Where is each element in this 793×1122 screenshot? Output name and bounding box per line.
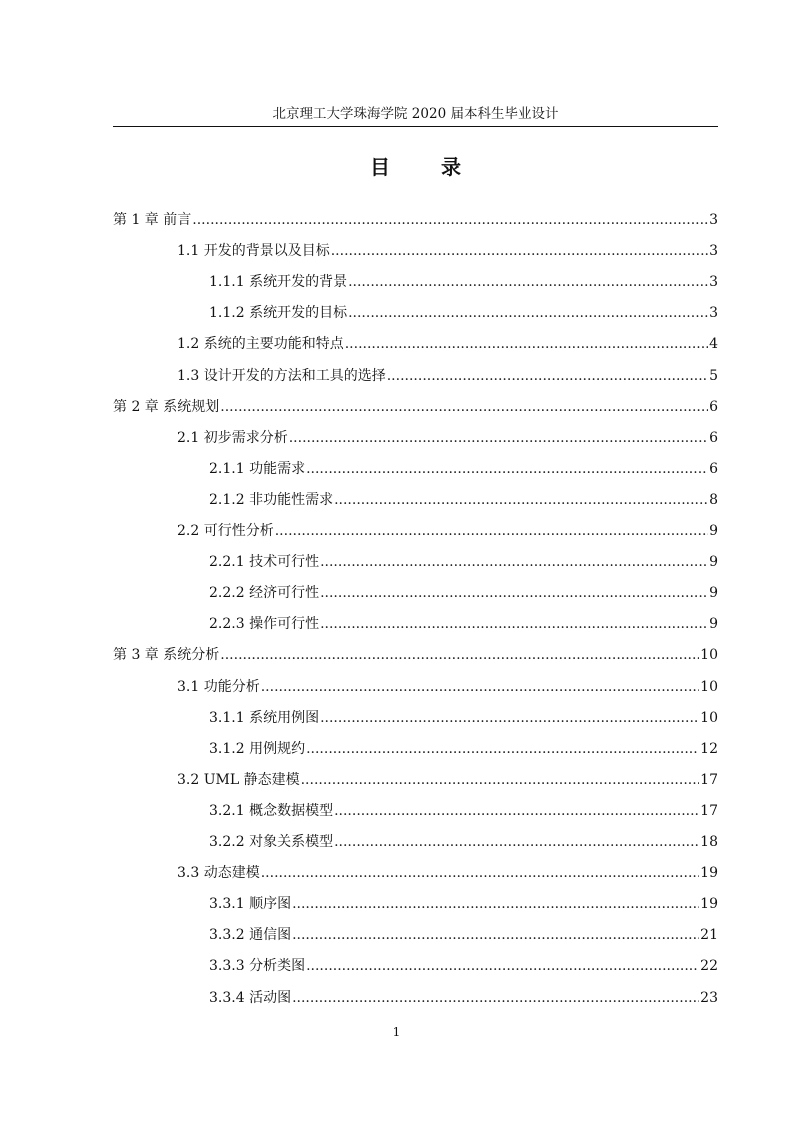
- toc-entry-page: 17: [700, 771, 718, 788]
- dot-leader: [220, 645, 699, 665]
- toc-entry-page: 10: [700, 709, 718, 726]
- toc-entry-page: 19: [700, 896, 718, 913]
- dot-leader: [334, 490, 708, 510]
- toc-entry[interactable]: [209, 988, 718, 1008]
- toc-entry-label: 3.3 动态建模: [177, 865, 260, 882]
- dot-leader: [261, 677, 699, 697]
- toc-entry-label: 3.3.3 分析类图: [209, 958, 306, 975]
- toc-entry-label: 1.1 开发的背景以及目标: [177, 243, 330, 260]
- toc-entry[interactable]: [177, 366, 718, 386]
- toc-entry-label: 3.2.1 概念数据模型: [209, 802, 334, 819]
- dot-leader: [348, 303, 708, 323]
- toc-entry[interactable]: [209, 459, 718, 479]
- toc-entry[interactable]: [209, 303, 718, 323]
- dot-leader: [220, 397, 708, 417]
- toc-entry-label: 2.1.2 非功能性需求: [209, 491, 334, 508]
- toc-entry-label: 2.1.1 功能需求: [209, 460, 306, 477]
- toc-entry-label: 第 2 章 系统规划: [113, 398, 220, 415]
- dot-leader: [292, 894, 699, 914]
- dot-leader: [275, 521, 708, 541]
- toc-entry[interactable]: [177, 241, 718, 261]
- toc-entry[interactable]: [113, 210, 718, 230]
- toc-entry-page: 12: [700, 740, 718, 757]
- dot-leader: [301, 770, 700, 790]
- toc-entry[interactable]: [177, 677, 718, 697]
- page-header: 北京理工大学珠海学院 2020 届本科生毕业设计: [272, 106, 559, 122]
- toc-entry-label: 3.1.1 系统用例图: [209, 709, 320, 726]
- dot-leader: [345, 334, 708, 354]
- toc-entry-label: 1.1.1 系统开发的背景: [209, 274, 348, 291]
- dot-leader: [331, 241, 708, 261]
- toc-entry-label: 3.3.2 通信图: [209, 927, 292, 944]
- toc-entry-label: 2.1 初步需求分析: [177, 429, 288, 446]
- dot-leader: [292, 925, 699, 945]
- toc-entry[interactable]: [177, 770, 718, 790]
- toc-entry-page: 3: [709, 243, 718, 260]
- toc-entry-label: 第 1 章 前言: [113, 212, 192, 228]
- toc-entry-page: 6: [709, 398, 718, 415]
- toc-entry[interactable]: [209, 956, 718, 976]
- toc-entry-page: 21: [700, 927, 718, 944]
- dot-leader: [320, 708, 699, 728]
- dot-leader: [320, 614, 708, 634]
- dot-leader: [334, 832, 699, 852]
- toc-entry[interactable]: [177, 863, 718, 883]
- dot-leader: [192, 210, 708, 230]
- toc-entry-page: 9: [709, 616, 718, 633]
- toc-entry[interactable]: [209, 490, 718, 510]
- dot-leader: [289, 428, 708, 448]
- toc-entry-label: 1.3 设计开发的方法和工具的选择: [177, 367, 386, 384]
- toc-entry[interactable]: [113, 397, 718, 417]
- dot-leader: [306, 956, 699, 976]
- toc-entry-page: 10: [700, 647, 718, 664]
- toc-entry-label: 3.3.1 顺序图: [209, 896, 292, 913]
- toc-entry[interactable]: [209, 925, 718, 945]
- toc-entry-page: 6: [709, 429, 718, 446]
- toc-entry-label: 2.2 可行性分析: [177, 523, 274, 539]
- toc-entry-page: 9: [709, 554, 718, 571]
- toc-entry-label: 3.1 功能分析: [177, 678, 260, 695]
- toc-entry-page: 3: [709, 305, 718, 322]
- toc-entry[interactable]: [113, 645, 718, 665]
- toc-entry-label: 1.1.2 系统开发的目标: [209, 305, 348, 322]
- toc-entry-page: 5: [709, 367, 718, 384]
- dot-leader: [334, 801, 699, 821]
- toc-entry-page: 17: [700, 802, 718, 819]
- dot-leader: [387, 366, 708, 386]
- toc-entry-label: 3.2 UML 静态建模: [177, 771, 300, 788]
- toc-entry-page: 18: [700, 834, 718, 850]
- toc-entry-page: 8: [709, 491, 718, 508]
- toc-entry[interactable]: [209, 832, 718, 852]
- toc-entry-label: 第 3 章 系统分析: [113, 647, 220, 664]
- toc-entry[interactable]: [209, 552, 718, 572]
- toc-entry[interactable]: [177, 521, 718, 541]
- toc-entry-label: 2.2.3 操作可行性: [209, 616, 320, 633]
- toc-entry-page: 6: [709, 460, 718, 477]
- dot-leader: [306, 739, 699, 759]
- toc-entry-label: 1.2 系统的主要功能和特点: [177, 336, 344, 353]
- dot-leader: [306, 459, 708, 479]
- toc-entry[interactable]: [177, 428, 718, 448]
- toc-entry-page: 10: [700, 678, 718, 695]
- toc-entry-page: 23: [700, 989, 718, 1006]
- toc-entry[interactable]: [209, 272, 718, 292]
- toc-entry[interactable]: [209, 614, 718, 634]
- toc-entry[interactable]: [209, 801, 718, 821]
- toc-entry-label: 3.1.2 用例规约: [209, 740, 306, 757]
- toc-entry-label: 2.2.1 技术可行性: [209, 554, 320, 571]
- page-number: 1: [392, 1025, 401, 1039]
- toc-entry-page: 22: [700, 958, 718, 975]
- toc-entry-page: 19: [700, 865, 718, 882]
- dot-leader: [320, 583, 708, 603]
- toc-title: 目 录: [370, 155, 483, 179]
- toc-entry[interactable]: [209, 708, 718, 728]
- dot-leader: [320, 552, 708, 572]
- toc-entry-page: 3: [709, 274, 718, 291]
- dot-leader: [348, 272, 708, 292]
- toc-entry-page: 9: [709, 523, 718, 539]
- toc-entry-label: 3.2.2 对象关系模型: [209, 834, 334, 850]
- toc-entry[interactable]: [177, 334, 718, 354]
- dot-leader: [261, 863, 699, 883]
- toc-entry-page: 3: [709, 212, 718, 228]
- toc-entry[interactable]: [209, 583, 718, 603]
- dot-leader: [292, 988, 699, 1008]
- toc-entry-label: 2.2.2 经济可行性: [209, 585, 320, 602]
- toc-entry-page: 4: [709, 336, 718, 353]
- toc-entry-label: 3.3.4 活动图: [209, 989, 292, 1006]
- toc-entry[interactable]: [209, 739, 718, 759]
- toc-entry-page: 9: [709, 585, 718, 602]
- toc-entry[interactable]: [209, 894, 718, 914]
